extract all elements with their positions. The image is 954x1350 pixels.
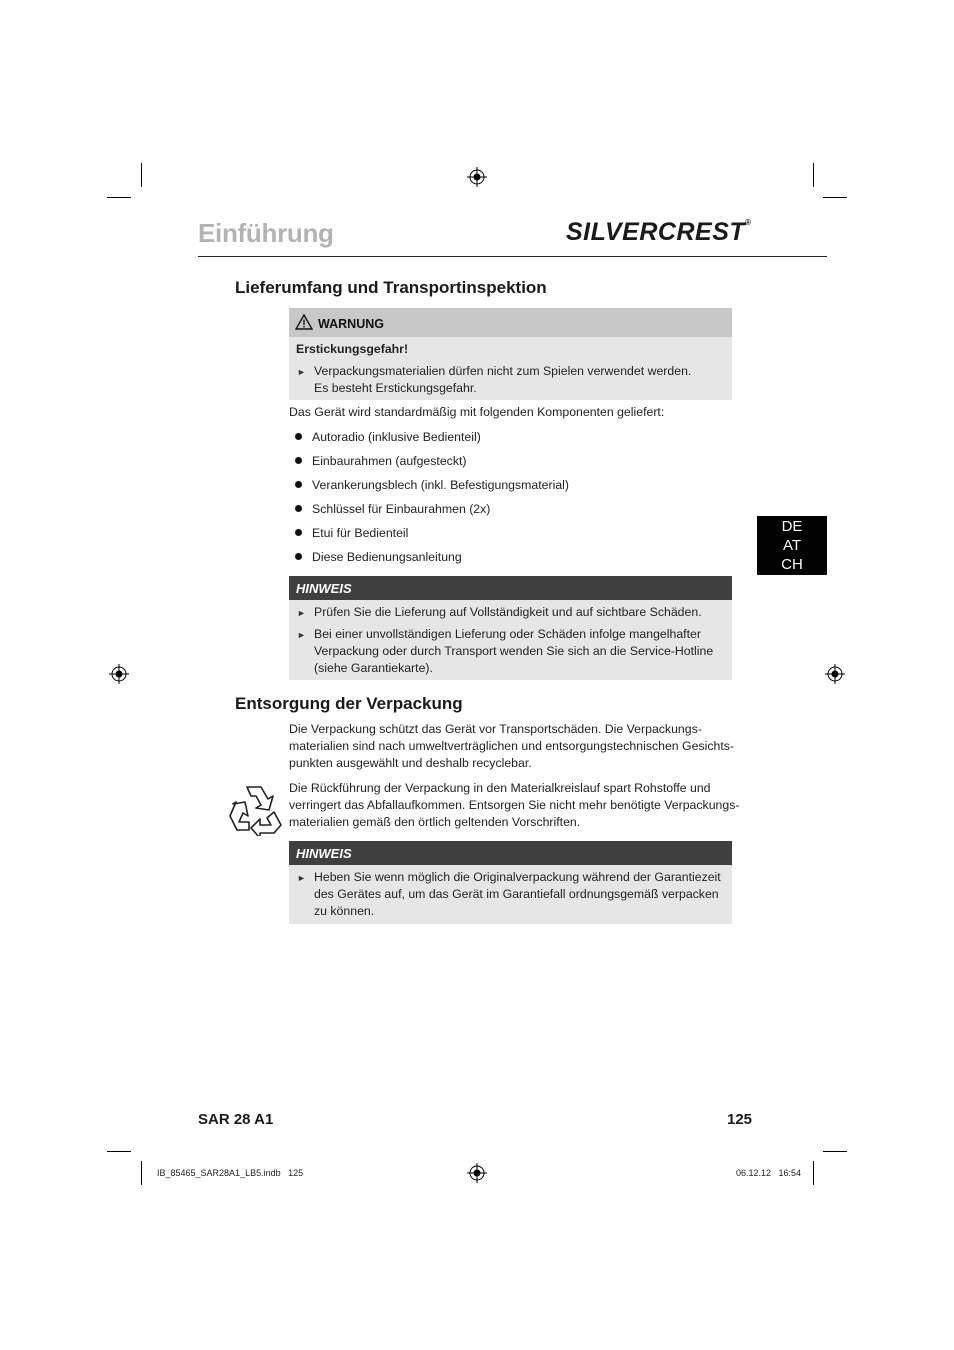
note-item: zu können. [314,904,375,918]
print-file-info: IB_85465_SAR28A1_LB5.indb 125 [157,1168,304,1178]
note-header [289,841,732,865]
crop-mark [141,1161,142,1185]
warning-header [289,308,732,337]
arrow-bullet-icon: ► [297,873,306,883]
header-rule [198,256,827,257]
model-number: SAR 28 A1 [198,1111,274,1128]
crop-mark [141,163,142,187]
note-body [289,865,732,924]
note-item: des Gerätes auf, um das Gerät im Garantiefall ordnungsgemäß verpacken [314,887,719,901]
list-item: Etui für Bedienteil [312,526,409,540]
language-tab [757,516,827,575]
recycle-icon [226,782,284,836]
crop-mark [813,1161,814,1185]
language-code: AT [782,537,802,554]
note-item: Prüfen Sie die Lieferung auf Vollständigkeit und auf sichtbare Schäden. [314,605,702,619]
paragraph: Die Verpackung schützt das Gerät vor Transportschäden. Die Verpackungs- [289,722,702,736]
note-item: Verpackung oder durch Transport wenden Sie sich an die Service-Hotline [314,644,714,658]
arrow-bullet-icon: ► [297,367,306,377]
note-item: (siehe Garantiekarte). [314,661,433,675]
warning-item: Verpackungsmaterialien dürfen nicht zum Spielen verwendet werden. [314,364,692,378]
warning-item: Es besteht Erstickungsgefahr. [314,381,477,395]
print-date-info: 06.12.12 16:54 [736,1168,802,1178]
paragraph: Die Rückführung der Verpackung in den Materialkreislauf spart Rohstoffe und [289,781,711,795]
list-item: Autoradio (inklusive Bedienteil) [312,430,481,444]
note-item: Bei einer unvollständigen Lieferung oder Schäden infolge mangelhafter [314,627,701,641]
warning-subtitle: Erstickungsgefahr! [296,342,409,356]
note-header [289,576,732,600]
paragraph: materialien gemäß den örtlich geltenden Vorschriften. [289,815,581,829]
registration-mark-icon [825,664,845,684]
crop-mark [823,197,847,198]
list-item: Einbaurahmen (aufgesteckt) [312,454,467,468]
crop-mark [107,197,131,198]
crop-mark [813,163,814,187]
crop-mark [823,1151,847,1152]
bullet-icon [295,481,302,488]
registration-mark-icon [467,167,487,187]
bullet-icon [295,553,302,560]
brand-logo [566,218,752,247]
paragraph: verringert das Abfallaufkommen. Entsorgen Sie nicht mehr benötigte Verpackungs- [289,798,740,812]
paragraph: materialien sind nach umweltverträglichen und entsorgungstechnischen Gesichts- [289,739,734,753]
paragraph: punkten ausgewählt und deshalb recyclebar. [289,756,532,770]
list-item: Verankerungsblech (inkl. Befestigungsmaterial) [312,478,570,492]
bullet-icon [295,457,302,464]
bullet-icon [295,529,302,536]
components-intro: Das Gerät wird standardmäßig mit folgenden Komponenten geliefert: [289,405,665,419]
section-heading-delivery: Lieferumfang und Transportinspektion [235,278,547,297]
arrow-bullet-icon: ► [297,630,306,640]
note-label: HINWEIS [296,581,352,596]
list-item: Diese Bedienungsanleitung [312,550,462,564]
language-code: DE [781,518,803,535]
arrow-bullet-icon: ► [297,608,306,618]
page-number: 125 [727,1111,753,1128]
warning-label: WARNUNG [318,317,384,331]
list-item: Schlüssel für Einbaurahmen (2x) [312,502,491,516]
note-label: HINWEIS [296,846,352,861]
registration-mark-icon [109,664,129,684]
brand-trademark: ® [745,218,752,227]
brand-logo-text: SILVERCREST [566,218,746,246]
page-title: Einführung [198,218,334,248]
note-item: Heben Sie wenn möglich die Originalverpackung während der Garantiezeit [314,870,721,884]
registration-mark-icon [467,1163,487,1183]
language-code: CH [781,556,803,573]
bullet-icon [295,505,302,512]
bullet-icon [295,433,302,440]
note-body [289,600,732,680]
warning-triangle-icon [295,314,313,330]
crop-mark [107,1151,131,1152]
section-heading-disposal: Entsorgung der Verpackung [235,694,463,713]
warning-body [289,337,732,400]
